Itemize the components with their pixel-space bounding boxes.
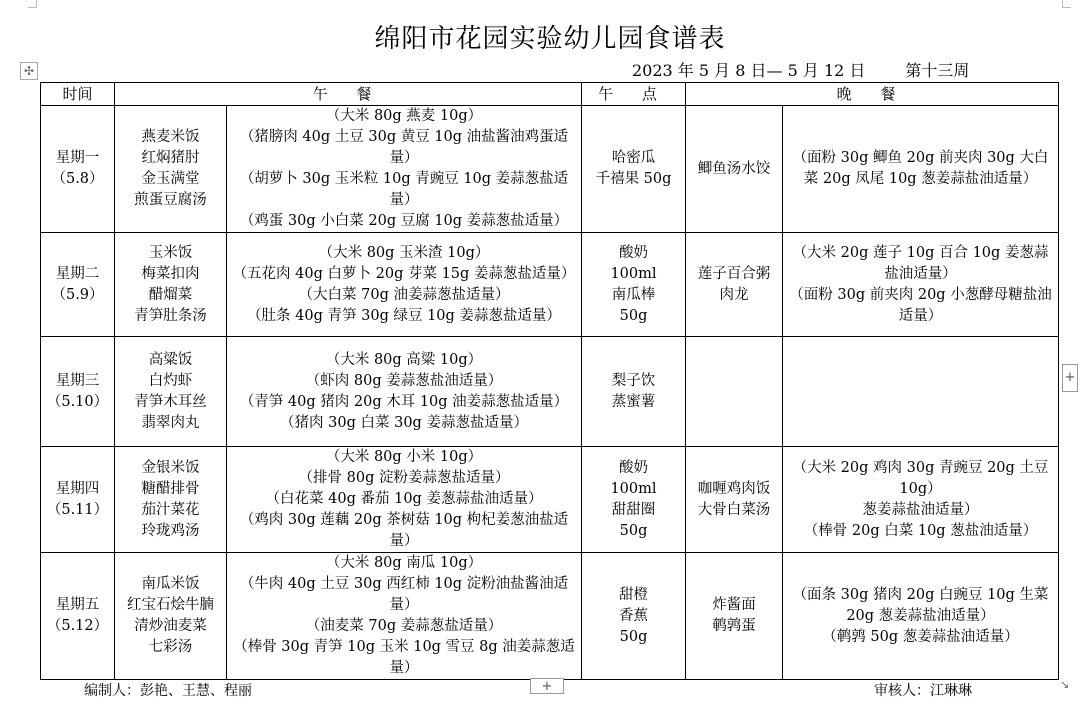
dish-name: 醋熘菜 bbox=[148, 286, 193, 303]
table-move-handle-icon[interactable]: ✣ bbox=[20, 62, 38, 80]
header-dinner: 晚 餐 bbox=[686, 83, 1059, 106]
snack-item: 千禧果 50g bbox=[595, 171, 672, 187]
ingredient-line: （大米 20g 鸡肉 30g 青豌豆 20g 土豆 10g） bbox=[792, 459, 1049, 497]
lunch-dishes-cell bbox=[115, 553, 227, 680]
page-corner-mark bbox=[1062, 0, 1071, 8]
dinner-ingredients-cell bbox=[783, 106, 1059, 233]
snack-item: 50g bbox=[619, 307, 648, 324]
snack-item: 酸奶 bbox=[619, 459, 648, 476]
ingredient-line: （鸡肉 30g 莲藕 20g 茶树菇 10g 枸杞姜葱油盐适量） bbox=[239, 512, 569, 549]
dish-name: 煎蛋豆腐汤 bbox=[134, 192, 207, 208]
table-row bbox=[41, 106, 1059, 233]
dinner-dishes-cell bbox=[686, 106, 783, 233]
dinner-dishes-cell bbox=[686, 553, 783, 680]
week-label: 第十三周 bbox=[905, 61, 970, 80]
snack-item: 50g bbox=[619, 522, 648, 539]
snack-cell bbox=[582, 447, 686, 553]
lunch-ingredients-cell bbox=[227, 233, 582, 337]
add-row-button[interactable]: + bbox=[530, 678, 564, 694]
table-row bbox=[41, 553, 1059, 680]
ingredient-line: （鹌鹑 50g 葱姜蒜盐油适量） bbox=[822, 628, 1019, 645]
dish-name: 鹌鹑蛋 bbox=[712, 618, 756, 634]
dish-name: 红焖猪肘 bbox=[141, 150, 200, 166]
dish-name: 白灼虾 bbox=[148, 372, 193, 389]
dish-name: 七彩汤 bbox=[148, 639, 193, 655]
snack-item: 酸奶 bbox=[619, 244, 648, 261]
weekday-label: 星期五 bbox=[55, 597, 100, 613]
ingredient-line: （棒骨 30g 青笋 10g 玉米 10g 雪豆 8g 油姜蒜葱适量） bbox=[233, 639, 575, 676]
lunch-dishes-cell bbox=[115, 337, 227, 447]
dish-name: 糖醋排骨 bbox=[141, 480, 200, 497]
lunch-ingredients-cell bbox=[227, 337, 582, 447]
snack-item: 梨子饮 bbox=[611, 372, 656, 389]
ingredient-line: （牛肉 40g 土豆 30g 西红柿 10g 淀粉油盐酱油适量） bbox=[239, 576, 569, 613]
dish-name: 青笋肚条汤 bbox=[134, 307, 207, 324]
lunch-ingredients-cell bbox=[227, 447, 582, 553]
dinner-ingredients-cell bbox=[783, 233, 1059, 337]
ingredient-line: （虾肉 80g 姜蒜葱盐油适量） bbox=[305, 372, 503, 389]
dinner-dishes-cell bbox=[686, 337, 783, 447]
ingredient-line: （排骨 80g 淀粉姜蒜葱盐适量） bbox=[298, 470, 510, 486]
dish-name: 燕麦米饭 bbox=[141, 129, 200, 145]
header-lunch: 午 餐 bbox=[115, 83, 582, 106]
date-label: （5.8） bbox=[51, 171, 104, 187]
day-cell bbox=[41, 106, 115, 233]
ingredient-line: （大白菜 70g 油姜蒜葱盐适量） bbox=[298, 286, 510, 303]
day-cell bbox=[41, 447, 115, 553]
lunch-dishes-cell bbox=[115, 106, 227, 233]
snack-item: 哈密瓜 bbox=[611, 150, 656, 166]
ingredient-line: （肚条 40g 青笋 30g 绿豆 10g 姜蒜葱盐适量） bbox=[247, 307, 561, 324]
dinner-ingredients-cell bbox=[783, 553, 1059, 680]
dinner-dishes-cell bbox=[686, 233, 783, 337]
snack-item: 蒸蜜薯 bbox=[611, 393, 656, 410]
ingredient-line: （棒骨 20g 白菜 10g 葱盐油适量） bbox=[803, 522, 1038, 539]
lunch-dishes-cell bbox=[115, 233, 227, 337]
dish-name: 南瓜米饭 bbox=[141, 576, 200, 592]
snack-cell bbox=[582, 106, 686, 233]
table-row bbox=[41, 337, 1059, 447]
dish-name: 玉米饭 bbox=[148, 244, 193, 261]
snack-cell bbox=[582, 553, 686, 680]
weekday-label: 星期一 bbox=[55, 150, 100, 166]
table-row bbox=[41, 447, 1059, 553]
table-resize-handle-icon[interactable]: ↘ bbox=[1060, 678, 1070, 691]
dish-name: 炸酱面 bbox=[712, 597, 756, 613]
lunch-ingredients-cell bbox=[227, 106, 582, 233]
dish-name: 清炒油麦菜 bbox=[134, 618, 207, 634]
date-label: （5.12） bbox=[46, 618, 109, 634]
ingredient-line: （五花肉 40g 白萝卜 20g 芽菜 15g 姜蒜葱盐适量） bbox=[232, 265, 576, 282]
snack-item: 50g bbox=[619, 628, 648, 645]
dinner-dishes-cell bbox=[686, 447, 783, 553]
ingredient-line: （猪膀肉 40g 土豆 30g 黄豆 10g 油盐酱油鸡蛋适量） bbox=[239, 129, 569, 166]
menu-body bbox=[41, 106, 1059, 680]
day-cell bbox=[41, 337, 115, 447]
day-cell bbox=[41, 233, 115, 337]
dish-name: 肉龙 bbox=[719, 286, 749, 303]
header-time: 时间 bbox=[41, 83, 115, 106]
weekday-label: 星期三 bbox=[55, 372, 100, 389]
ingredient-line: （大米 80g 小米 10g） bbox=[325, 449, 483, 465]
reviewer-label: 审核人：江琳琳 bbox=[874, 683, 972, 699]
dinner-ingredients-cell bbox=[783, 447, 1059, 553]
snack-item: 甜甜圈 bbox=[611, 501, 656, 518]
menu-title: 绵阳市花园实验幼儿园食谱表 bbox=[374, 24, 726, 54]
header-snack: 午 点 bbox=[582, 83, 686, 106]
snack-item: 香蕉 bbox=[619, 607, 648, 624]
ingredient-line: （大米 80g 玉米渣 10g） bbox=[318, 244, 490, 261]
dish-name: 玲珑鸡汤 bbox=[141, 522, 200, 539]
menu-table bbox=[40, 82, 1059, 680]
ingredient-line: （青笋 40g 猪肉 20g 木耳 10g 油姜蒜葱盐适量） bbox=[239, 393, 569, 410]
ingredient-line: （大米 80g 高粱 10g） bbox=[325, 351, 483, 368]
date-range: 2023 年 5 月 8 日— 5 月 12 日 bbox=[632, 61, 866, 80]
date-label: （5.10） bbox=[46, 393, 109, 410]
date-line bbox=[632, 58, 969, 81]
date-label: （5.9） bbox=[51, 286, 104, 303]
ingredient-line: （面粉 30g 鲫鱼 20g 前夹肉 30g 大白菜 20g 凤尾 10g 葱姜蒜盐油适量） bbox=[792, 150, 1049, 187]
dinner-ingredients-cell bbox=[783, 337, 1059, 447]
ingredient-line: （胡萝卜 30g 玉米粒 10g 青豌豆 10g 姜蒜葱盐适量） bbox=[239, 171, 569, 208]
ingredient-line: （油麦菜 70g 姜蒜葱盐适量） bbox=[305, 618, 503, 634]
dish-name: 咖喱鸡肉饭 bbox=[697, 480, 771, 497]
page-corner-mark bbox=[28, 0, 37, 8]
ingredient-line: （鸡蛋 30g 小白菜 20g 豆腐 10g 姜蒜葱盐适量） bbox=[239, 213, 569, 229]
snack-item: 100ml bbox=[610, 480, 657, 497]
snack-item: 100ml bbox=[610, 265, 657, 282]
dish-name: 大骨白菜汤 bbox=[697, 501, 771, 518]
dish-name: 金玉满堂 bbox=[141, 171, 200, 187]
dish-name: 莲子百合粥 bbox=[697, 265, 771, 282]
date-label: （5.11） bbox=[46, 501, 109, 518]
ingredient-line: （大米 20g 莲子 10g 百合 10g 姜葱蒜盐油适量） bbox=[792, 244, 1049, 282]
table-row bbox=[41, 233, 1059, 337]
table-header-row bbox=[41, 83, 1059, 106]
ingredient-line: （大米 80g 燕麦 10g） bbox=[325, 108, 483, 124]
dish-name: 梅菜扣肉 bbox=[141, 265, 200, 282]
dish-name: 金银米饭 bbox=[141, 459, 200, 476]
dish-name: 茄汁菜花 bbox=[141, 501, 200, 518]
dish-name: 红宝石烩牛腩 bbox=[127, 597, 214, 613]
ingredient-line: （白花菜 40g 番茄 10g 姜葱蒜盐油适量） bbox=[265, 491, 543, 507]
ingredient-line: （猪肉 30g 白菜 30g 姜蒜葱盐适量） bbox=[280, 414, 528, 431]
weekday-label: 星期二 bbox=[55, 265, 100, 282]
dish-name: 青笋木耳丝 bbox=[134, 393, 207, 410]
snack-item: 南瓜棒 bbox=[611, 286, 656, 303]
snack-item: 甜橙 bbox=[619, 586, 648, 603]
ingredient-line: （大米 80g 南瓜 10g） bbox=[325, 555, 483, 571]
weekday-label: 星期四 bbox=[55, 480, 100, 497]
ingredient-line: （面粉 30g 前夹肉 20g 小葱酵母糖盐油适量） bbox=[789, 286, 1052, 324]
editor-label: 编制人：彭艳、王慧、程丽 bbox=[84, 683, 252, 699]
lunch-ingredients-cell bbox=[227, 553, 582, 680]
add-column-button[interactable]: + bbox=[1062, 364, 1078, 392]
dish-name: 鲫鱼汤水饺 bbox=[697, 160, 771, 177]
dish-name: 翡翠肉丸 bbox=[141, 414, 200, 431]
dish-name: 高粱饭 bbox=[148, 351, 193, 368]
lunch-dishes-cell bbox=[115, 447, 227, 553]
snack-cell bbox=[582, 337, 686, 447]
day-cell bbox=[41, 553, 115, 680]
ingredient-line: （面条 30g 猪肉 20g 白豌豆 10g 生菜 20g 葱姜蒜盐油适量） bbox=[792, 586, 1049, 624]
snack-cell bbox=[582, 233, 686, 337]
ingredient-line: 葱姜蒜盐油适量） bbox=[862, 501, 979, 518]
